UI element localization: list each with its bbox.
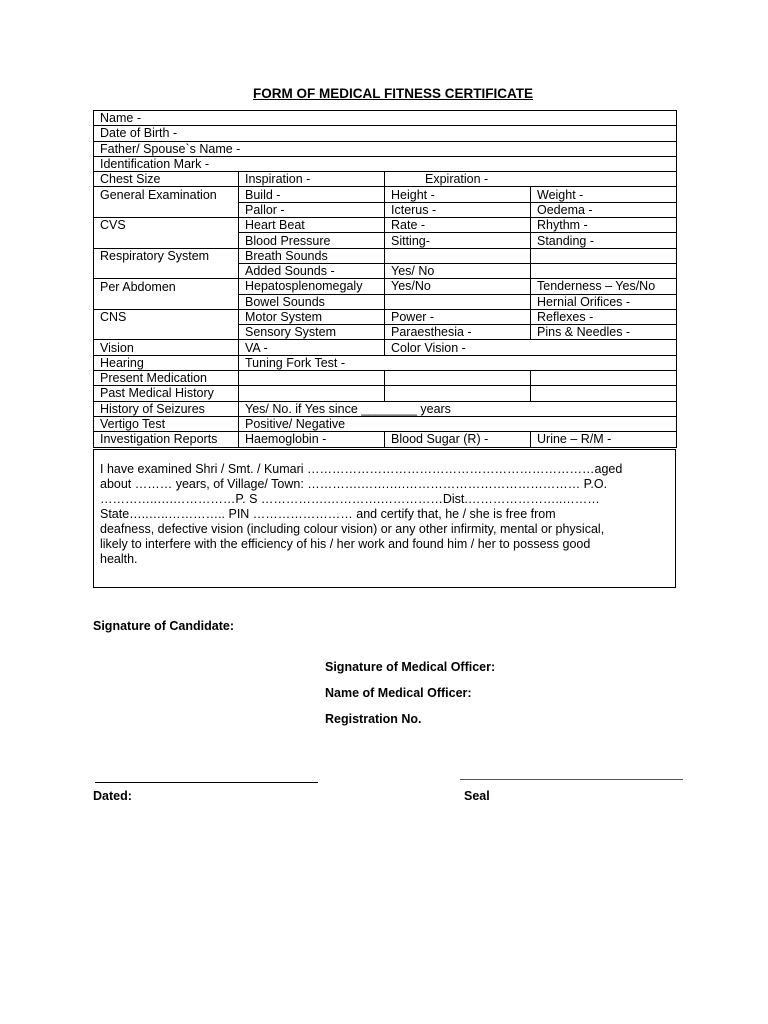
row-medication <box>94 371 677 386</box>
row-investigation <box>94 432 677 447</box>
officer-signature-label: Signature of Medical Officer: <box>325 660 496 674</box>
empty-cell <box>385 386 531 401</box>
tenderness-cell: Tenderness – Yes/No <box>531 279 677 294</box>
general-exam-label: General Examination <box>94 187 239 202</box>
row-seizures <box>94 401 677 416</box>
form-title: FORM OF MEDICAL FITNESS CERTIFICATE <box>253 86 533 101</box>
para-text: I have examined Shri / Smt. / Kumari ……………………………………………………………aged <box>100 462 623 476</box>
motor-system-cell: Motor System <box>239 309 385 324</box>
color-vision-cell: Color Vision - <box>385 340 677 355</box>
cns-cont <box>94 325 239 340</box>
officer-name-label: Name of Medical Officer: <box>325 686 472 700</box>
row-general <box>94 187 677 202</box>
cvs-cont <box>94 233 239 248</box>
row-resp2 <box>94 263 677 278</box>
date-line <box>95 782 318 783</box>
respiratory-label: Respiratory System <box>94 248 239 263</box>
row-dob <box>94 126 677 141</box>
pins-needles-cell: Pins & Needles - <box>531 325 677 340</box>
build-cell: Build - <box>239 187 385 202</box>
paraesthesia-cell: Paraesthesia - <box>385 325 531 340</box>
blood-sugar-cell: Blood Sugar (R) - <box>385 432 531 447</box>
para-line-2: about ……… years, of Village/ Town: ………….…….….…………………………………… P.O. <box>100 477 608 491</box>
power-cell: Power - <box>385 309 531 324</box>
weight-cell: Weight - <box>531 187 677 202</box>
past-history-label: Past Medical History <box>94 386 239 401</box>
height-cell: Height - <box>385 187 531 202</box>
pallor-cell: Pallor - <box>239 202 385 217</box>
para-line-1 <box>100 462 668 477</box>
empty-cell <box>239 371 385 386</box>
rate-cell: Rate - <box>385 218 531 233</box>
empty-cell <box>385 371 531 386</box>
identification-mark-field: Identification Mark - <box>94 156 677 171</box>
dated-label: Dated: <box>93 789 132 803</box>
present-medication-label: Present Medication <box>94 371 239 386</box>
rhythm-cell: Rhythm - <box>531 218 677 233</box>
row-vision <box>94 340 677 355</box>
row-resp <box>94 248 677 263</box>
certification-paragraph <box>100 462 668 567</box>
seal-line <box>460 779 683 780</box>
row-abd <box>94 279 677 294</box>
standing-cell: Standing - <box>531 233 677 248</box>
empty-cell <box>531 371 677 386</box>
empty-cell <box>531 386 677 401</box>
hearing-label: Hearing <box>94 355 239 370</box>
inspiration-cell: Inspiration - <box>239 172 385 187</box>
hernial-orifices-cell: Hernial Orifices - <box>531 294 677 309</box>
sitting-cell: Sitting- <box>385 233 531 248</box>
row-cvs <box>94 218 677 233</box>
va-cell: VA - <box>239 340 385 355</box>
para-line-6: likely to interfere with the efficiency of his / her work and found him / her to possess good <box>100 537 591 551</box>
row-chest <box>94 172 677 187</box>
seizures-cell: Yes/ No. if Yes since ________ years <box>239 401 677 416</box>
vertigo-label: Vertigo Test <box>94 416 239 431</box>
row-vertigo <box>94 416 677 431</box>
name-field: Name - <box>94 111 677 126</box>
dob-field: Date of Birth - <box>94 126 677 141</box>
added-sounds-yesno: Yes/ No <box>385 263 531 278</box>
hepatosplenomegaly-cell: Hepatosplenomegaly <box>239 279 385 294</box>
icterus-cell: Icterus - <box>385 202 531 217</box>
seizures-label: History of Seizures <box>94 401 239 416</box>
empty-cell <box>531 248 677 263</box>
respiratory-cont <box>94 263 239 278</box>
heart-beat-cell: Heart Beat <box>239 218 385 233</box>
blood-pressure-cell: Blood Pressure <box>239 233 385 248</box>
urine-cell: Urine – R/M - <box>531 432 677 447</box>
empty-cell <box>385 294 531 309</box>
para-line-7: health. <box>100 552 138 566</box>
abdomen-cont <box>94 294 239 309</box>
row-idmark <box>94 156 677 171</box>
cns-label: CNS <box>94 309 239 324</box>
breath-sounds-cell: Breath Sounds <box>239 248 385 263</box>
para-line-5: deafness, defective vision (including colour vision) or any other infirmity, mental or physical, <box>100 522 605 536</box>
bowel-sounds-cell: Bowel Sounds <box>239 294 385 309</box>
candidate-signature-label: Signature of Candidate: <box>93 619 234 633</box>
added-sounds-cell: Added Sounds - <box>239 263 385 278</box>
vertigo-cell: Positive/ Negative <box>239 416 677 431</box>
oedema-cell: Oedema - <box>531 202 677 217</box>
haemoglobin-cell: Haemoglobin - <box>239 432 385 447</box>
row-abd2 <box>94 294 677 309</box>
empty-cell <box>239 386 385 401</box>
vision-label: Vision <box>94 340 239 355</box>
row-name <box>94 111 677 126</box>
row-cvs2 <box>94 233 677 248</box>
abdomen-label: Per Abdomen <box>94 279 239 294</box>
row-hearing <box>94 355 677 370</box>
para-line-3: …………..….……………P. S …………….………….……………Dist.…………………..……… <box>100 492 600 506</box>
investigation-label: Investigation Reports <box>94 432 239 447</box>
father-spouse-field: Father/ Spouse`s Name - <box>94 141 677 156</box>
cvs-label: CVS <box>94 218 239 233</box>
row-history <box>94 386 677 401</box>
row-cns2 <box>94 325 677 340</box>
reflexes-cell: Reflexes - <box>531 309 677 324</box>
row-father <box>94 141 677 156</box>
medical-form-table <box>93 110 677 448</box>
empty-cell <box>385 248 531 263</box>
tuning-fork-cell: Tuning Fork Test - <box>239 355 677 370</box>
registration-label: Registration No. <box>325 712 422 726</box>
general-exam-cont <box>94 202 239 217</box>
expiration-cell: Expiration - <box>385 172 677 187</box>
para-line-4: State…..…..………….. PIN …………………… and certify that, he / she is free from <box>100 507 556 521</box>
empty-cell <box>531 263 677 278</box>
seal-label: Seal <box>464 789 490 803</box>
sensory-system-cell: Sensory System <box>239 325 385 340</box>
hepato-yesno: Yes/No <box>385 279 531 294</box>
row-general2 <box>94 202 677 217</box>
chest-size-label: Chest Size <box>94 172 239 187</box>
row-cns <box>94 309 677 324</box>
